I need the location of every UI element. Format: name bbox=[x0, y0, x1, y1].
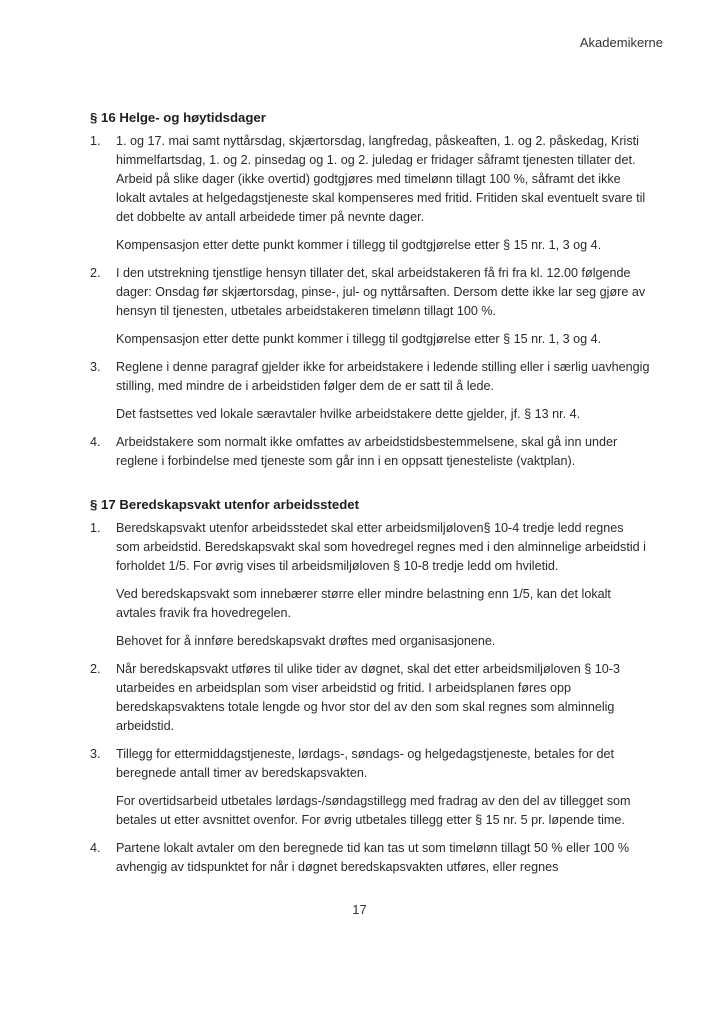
paragraph: Når beredskapsvakt utføres til ulike tider av døgnet, skal det etter arbeidsmiljøloven § 10-3 utarbeides en arbeidsplan som viser arbeidstid og fritid. I arbeidsplanen føres opp beredskapsvaktens totale lengde og hvor stor del av den som skal regnes som alminnelig arbeidstid. bbox=[116, 662, 620, 733]
paragraph: I den utstrekning tjenstlige hensyn tillater det, skal arbeidstakeren få fri fra kl. 12.00 følgende dager: Onsdag før skjærtorsdag, pinse-, jul- og nyttårsaften. Dersom dette ikke lar seg gjøre av hensyn til tjenesten, utbetales arbeidstakeren timelønn tillagt 100 %. bbox=[116, 266, 646, 318]
item-body bbox=[116, 745, 650, 830]
list-item bbox=[90, 358, 650, 424]
list-item bbox=[90, 264, 650, 349]
item-number: 1. bbox=[90, 134, 101, 148]
paragraph: Partene lokalt avtaler om den beregnede tid kan tas ut som timelønn tillagt 50 % eller 100 % avhengig av tidspunktet for når i døgnet beredskapsvakten utføres, eller regnes bbox=[116, 841, 630, 874]
item-number: 3. bbox=[90, 747, 101, 761]
paragraph: 1. og 17. mai samt nyttårsdag, skjærtorsdag, langfredag, påskeaften, 1. og 2. påskedag, Kristi himmelfartsdag, 1. og 2. pinsedag og 1. og 2. juledag er fridager såframt tjenesten tillater det. Arbeid på slike dager (ikke overtid) godtgjøres med timelønn tillagt 100 %, såframt det ikke lokalt avtales at helgedagstjeneste skal kompenseres med fritid. Fritiden skal eventuelt svare til det dobbelte av antall arbeidede timer på nevnte dager. bbox=[116, 134, 646, 224]
numbered-list bbox=[90, 132, 650, 471]
paragraph: Kompensasjon etter dette punkt kommer i tillegg til godtgjørelse etter § 15 nr. 1, 3 og 4. bbox=[116, 332, 602, 346]
item-body bbox=[116, 433, 650, 471]
list-item bbox=[90, 839, 650, 877]
section-17 bbox=[90, 495, 650, 877]
paragraph: Behovet for å innføre beredskapsvakt drøftes med organisasjonene. bbox=[116, 634, 496, 648]
item-body bbox=[116, 264, 650, 349]
list-item bbox=[90, 132, 650, 255]
item-body bbox=[116, 660, 650, 736]
section-heading: § 16 Helge- og høytidsdager bbox=[90, 110, 266, 125]
item-number: 4. bbox=[90, 841, 101, 855]
item-body bbox=[116, 358, 650, 424]
section-16 bbox=[90, 108, 650, 471]
item-body bbox=[116, 132, 650, 255]
paragraph: Det fastsettes ved lokale særavtaler hvilke arbeidstakere dette gjelder, jf. § 13 nr. 4. bbox=[116, 407, 581, 421]
item-number: 4. bbox=[90, 435, 101, 449]
paragraph: Reglene i denne paragraf gjelder ikke for arbeidstakere i ledende stilling eller i særlig uavhengig stilling, med mindre de i arbeidstiden følger dem de er satt til å lede. bbox=[116, 360, 650, 393]
paragraph: Kompensasjon etter dette punkt kommer i tillegg til godtgjørelse etter § 15 nr. 1, 3 og 4. bbox=[116, 238, 602, 252]
paragraph: Ved beredskapsvakt som innebærer større eller mindre belastning enn 1/5, kan det lokalt avtales fravik fra hovedregelen. bbox=[116, 587, 611, 620]
item-number: 2. bbox=[90, 662, 101, 676]
list-item bbox=[90, 745, 650, 830]
item-body bbox=[116, 519, 650, 651]
paragraph: For overtidsarbeid utbetales lørdags-/søndagstillegg med fradrag av den del av tillegget som betales ut etter avsnittet ovenfor. For øvrig utbetales tillegg etter § 15 nr. 5 pr. løpende time. bbox=[116, 794, 631, 827]
paragraph: Tillegg for ettermiddagstjeneste, lørdags-, søndags- og helgedagstjeneste, betales for det beregnede antall timer av beredskapsvakten. bbox=[116, 747, 614, 780]
item-number: 2. bbox=[90, 266, 101, 280]
list-item bbox=[90, 433, 650, 471]
paragraph: Arbeidstakere som normalt ikke omfattes av arbeidstidsbestemmelsene, skal gå inn under reglene i forbindelse med tjeneste som går inn i en oppsatt tjenesteliste (vaktplan). bbox=[116, 435, 618, 468]
document-body bbox=[90, 108, 650, 886]
item-body bbox=[116, 839, 650, 877]
list-item bbox=[90, 519, 650, 651]
list-item bbox=[90, 660, 650, 736]
document-header-organization: Akademikerne bbox=[579, 35, 663, 50]
section-heading: § 17 Beredskapsvakt utenfor arbeidsstedet bbox=[90, 497, 359, 512]
item-number: 3. bbox=[90, 360, 101, 374]
page-number: 17 bbox=[352, 902, 367, 917]
numbered-list bbox=[90, 519, 650, 877]
paragraph: Beredskapsvakt utenfor arbeidsstedet skal etter arbeidsmiljøloven§ 10-4 tredje ledd regnes som arbeidstid. Beredskapsvakt skal som hovedregel regnes med i den alminnelige arbeidstid i forholdet 1/5. For øvrig vises til arbeidsmiljøloven § 10-8 tredje ledd om hviletid. bbox=[116, 521, 646, 573]
item-number: 1. bbox=[90, 521, 101, 535]
